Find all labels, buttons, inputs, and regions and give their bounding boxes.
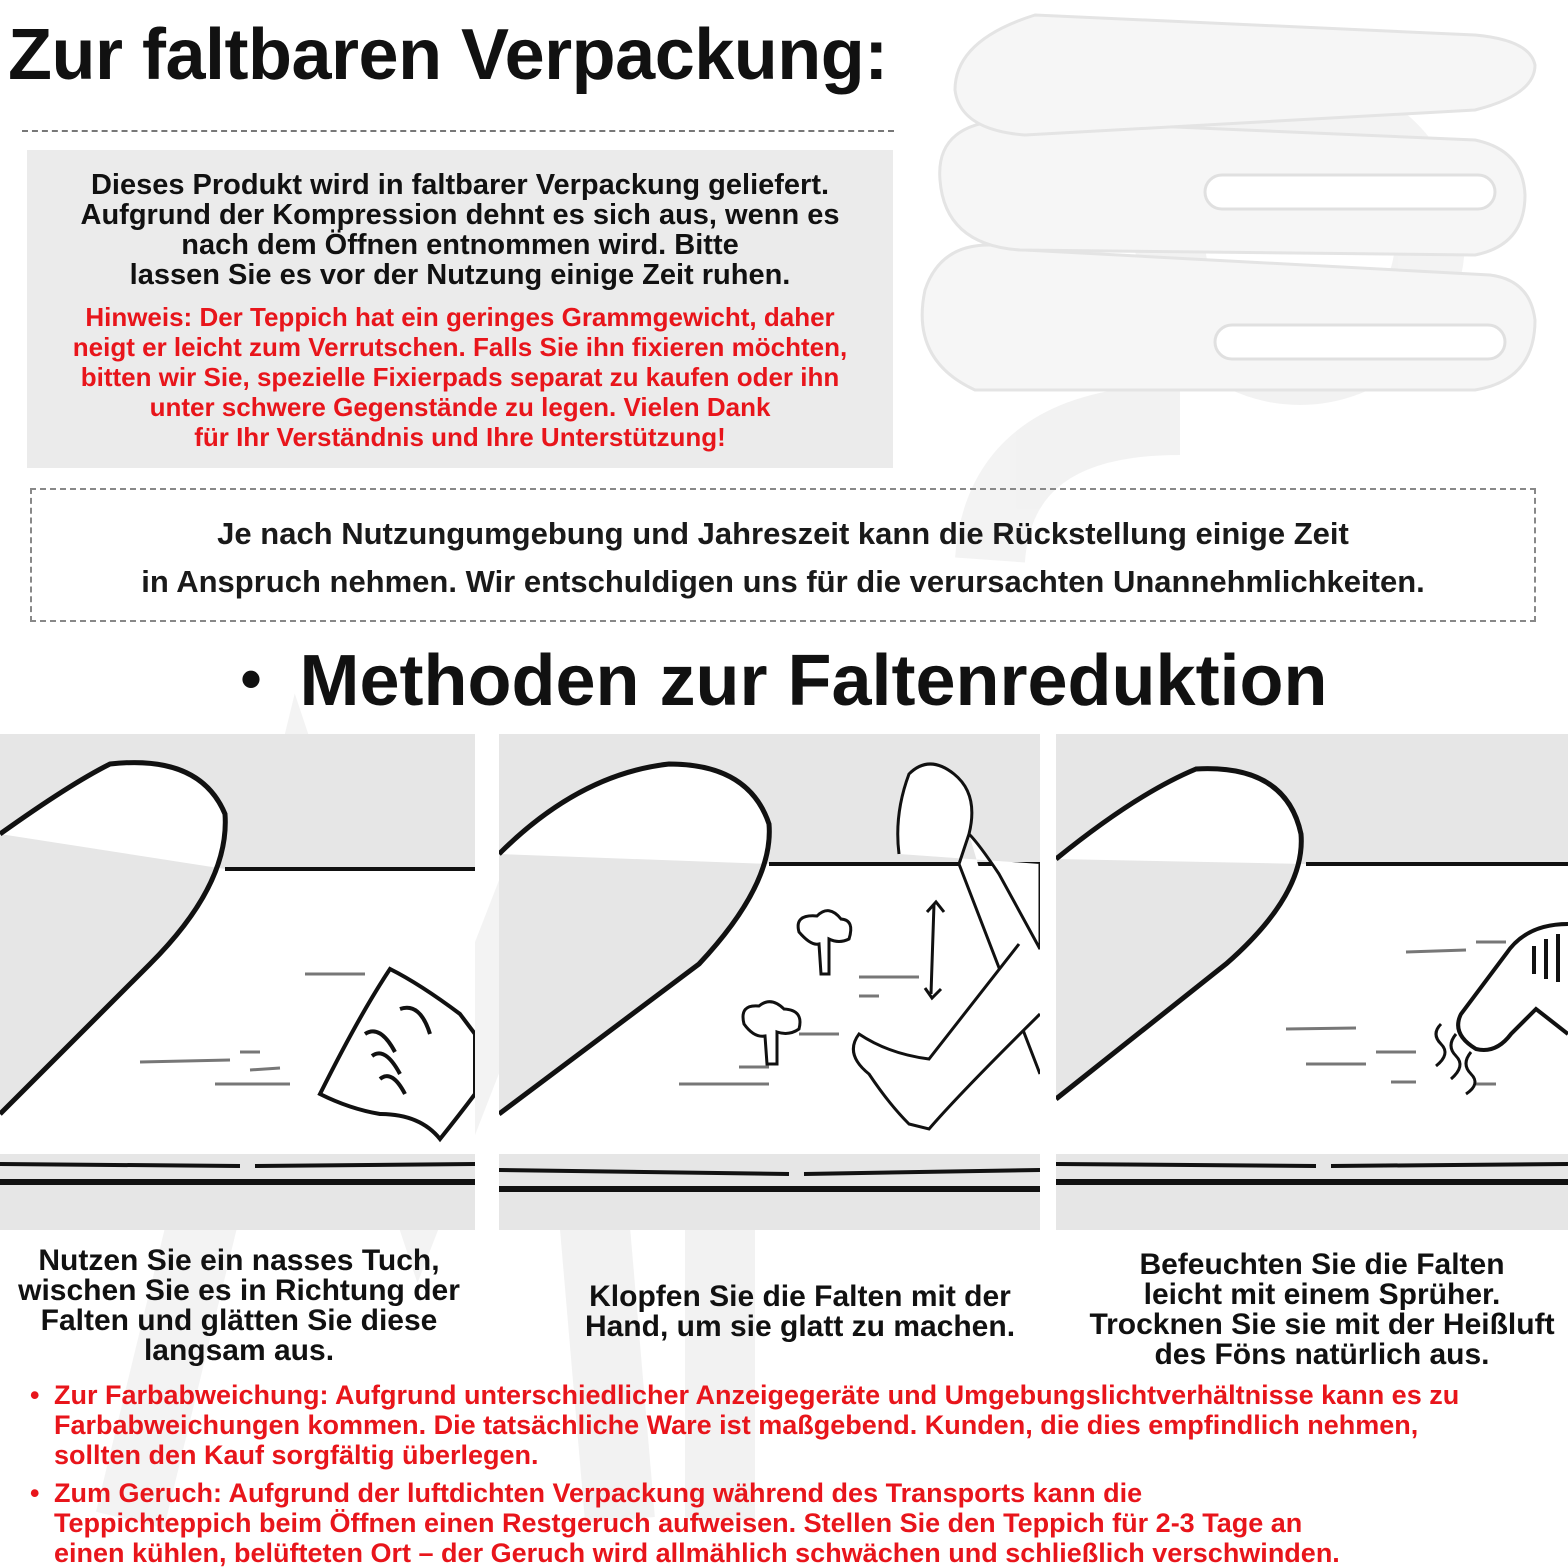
bullet-icon: •: [30, 1380, 40, 1410]
method-panel-wet-cloth: [0, 734, 475, 1230]
caption-line: leicht mit einem Sprüher.: [1143, 1278, 1501, 1311]
warning-line: neigt er leicht zum Verrutschen. Falls Sie ihn fixieren möchten,: [72, 332, 848, 362]
patting-hand-icon: [499, 734, 1040, 1230]
caption-line: wischen Sie es in Richtung der: [18, 1274, 460, 1307]
note-line: Farbabweichungen kommen. Die tatsächliche Ware ist maßgebend. Kunden, die dies empfindlich nehmen,: [54, 1410, 1419, 1440]
wet-cloth-icon: [0, 734, 475, 1230]
info-line: Dieses Produkt wird in faltbarer Verpackung geliefert.: [90, 169, 830, 201]
odor-note: [30, 1478, 1560, 1568]
color-deviation-note: [30, 1380, 1560, 1470]
caption-line: Falten und glätten Sie diese: [40, 1304, 438, 1337]
hair-dryer-icon: [1056, 734, 1568, 1230]
bullet-icon: •: [30, 1478, 40, 1508]
notice-line: Je nach Nutzungumgebung und Jahreszeit kann die Rückstellung einige Zeit: [217, 516, 1349, 551]
info-line: nach dem Öffnen entnommen wird. Bitte: [181, 229, 739, 261]
section-heading: [0, 640, 1568, 722]
recovery-time-notice: [30, 488, 1536, 622]
slip-warning-text: [27, 302, 893, 452]
caption-line: Hand, um sie glatt zu machen.: [584, 1310, 1016, 1343]
method-caption-wet-cloth: [0, 1246, 478, 1366]
note-line: Zur Farbabweichung: Aufgrund unterschiedlicher Anzeigegeräte und Umgebungslichtverhältnisse kann es zu: [54, 1380, 1460, 1410]
notice-line: in Anspruch nehmen. Wir entschuldigen uns für die verursachten Unannehmlichkeiten.: [141, 564, 1425, 599]
warning-line: unter schwere Gegenstände zu legen. Vielen Dank: [149, 392, 771, 422]
method-caption-hair-dryer: [1062, 1250, 1568, 1370]
folded-carpet-icon: [915, 0, 1555, 480]
warning-line: für Ihr Verständnis und Ihre Unterstützung!: [194, 422, 726, 452]
info-line: Aufgrund der Kompression dehnt es sich aus, wenn es: [80, 199, 840, 231]
title-divider: [22, 130, 894, 132]
caption-line: Klopfen Sie die Falten mit der: [589, 1280, 1011, 1313]
method-panel-patting-hand: [499, 734, 1040, 1230]
caption-line: des Föns natürlich aus.: [1154, 1338, 1490, 1371]
info-line: lassen Sie es vor der Nutzung einige Zeit ruhen.: [129, 259, 791, 291]
note-line: Zum Geruch: Aufgrund der luftdichten Verpackung während des Transports kann die: [54, 1478, 1143, 1508]
packaging-info-box: [27, 150, 893, 468]
note-line: einen kühlen, belüfteten Ort – der Geruch wird allmählich schwächen und schließlich verschwinden.: [54, 1538, 1340, 1568]
caption-line: langsam aus.: [143, 1334, 335, 1367]
page-title: Zur faltbaren Verpackung:: [8, 15, 888, 95]
warning-line: Hinweis: Der Teppich hat ein geringes Grammgewicht, daher: [85, 302, 835, 332]
note-line: Teppichteppich beim Öffnen einen Restgeruch aufweisen. Stellen Sie den Teppich für 2-3 Tage an: [54, 1508, 1303, 1538]
section-heading-text: Methoden zur Faltenreduktion: [299, 641, 1328, 721]
warning-line: bitten wir Sie, spezielle Fixierpads separat zu kaufen oder ihn: [80, 362, 840, 392]
method-caption-patting-hand: [555, 1282, 1045, 1342]
packaging-info-text: [27, 170, 893, 290]
bullet-icon: •: [240, 645, 262, 712]
caption-line: Nutzen Sie ein nasses Tuch,: [38, 1244, 440, 1277]
caption-line: Befeuchten Sie die Falten: [1139, 1248, 1505, 1281]
method-panel-hair-dryer: [1056, 734, 1568, 1230]
caption-line: Trocknen Sie sie mit der Heißluft: [1089, 1308, 1555, 1341]
note-line: sollten den Kauf sorgfältig überlegen.: [54, 1440, 539, 1470]
